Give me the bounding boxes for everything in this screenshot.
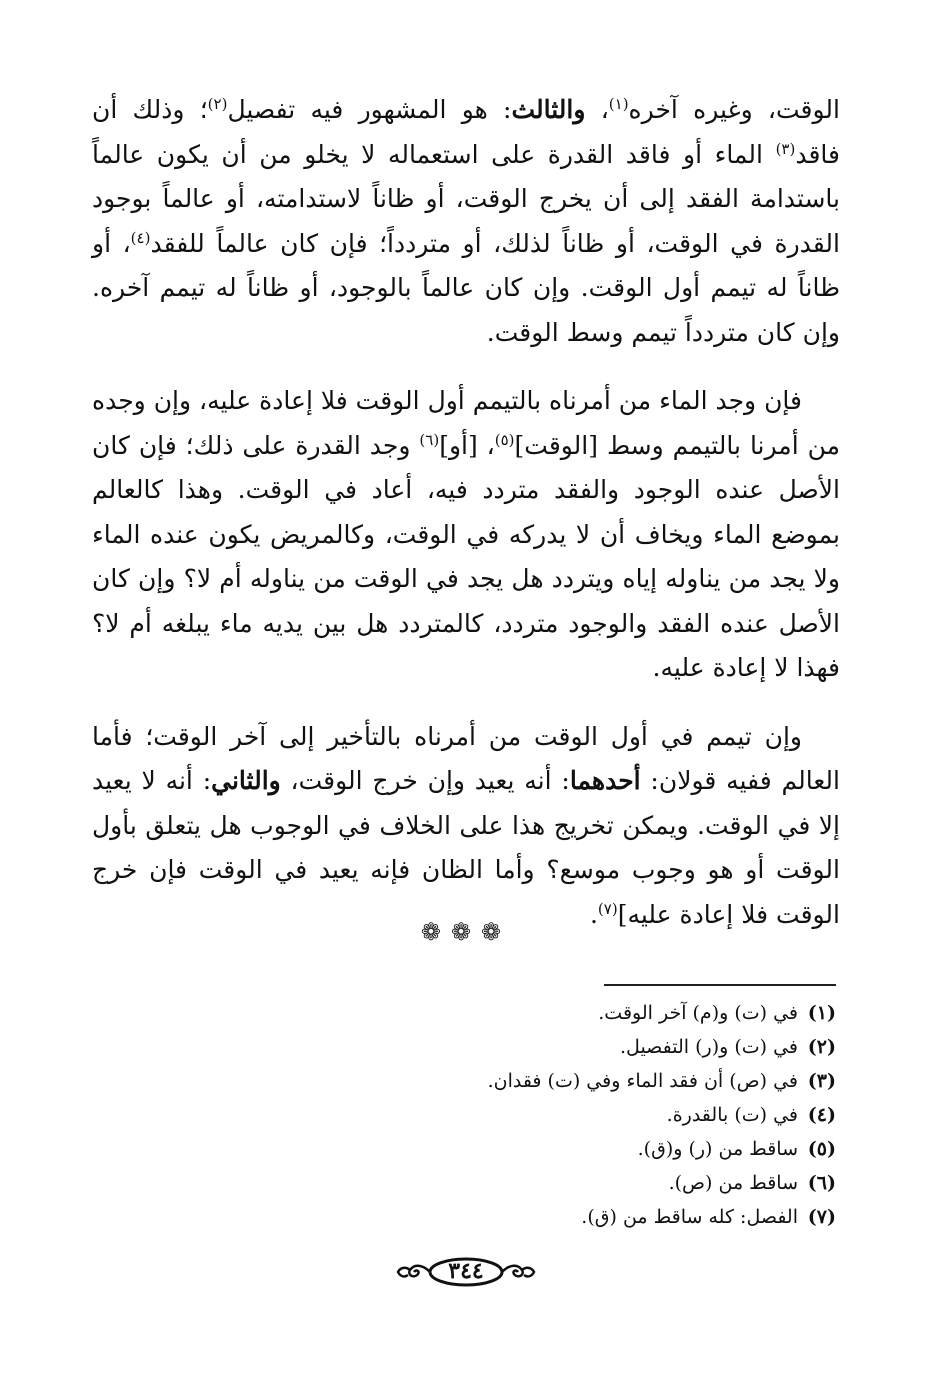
footnote-number: (٤) [807,1104,836,1126]
footnote-item [300,1166,836,1200]
section-separator: ❁❁❁ [420,918,512,946]
footnote-marker: (٤) [130,228,151,247]
footnote-number: (٦) [807,1172,836,1194]
bold-term: والثاني [211,766,281,795]
footnote-text: ساقط من (ر) و(ق). [637,1138,798,1160]
bold-term: أحدهما [569,766,641,795]
footnote-text: في (ص) أن فقد الماء وفي (ت) فقدان. [487,1070,798,1092]
text-run: ؛ وذلك أن فاقد [92,95,840,169]
text-run: ، أو ظاناً له تيمم أول الوقت. وإن كان عالماً بالوجود، أو ظاناً له تيمم آخره. وإن كان متردداً تيمم وسط الوقت. [92,228,840,347]
text-run: : أنه يعيد وإن خرج الوقت، [280,766,570,795]
text-run: . [589,899,598,929]
footnote-marker: (٢) [207,95,228,113]
footnote-item [300,1098,836,1132]
bold-term: والثالث [511,95,586,124]
text-run: : هو المشهور فيه تفصيل [227,95,512,124]
footnote-text: في (ت) بالقدرة. [666,1104,798,1126]
text-run: الماء أو فاقد القدرة على استعماله لا يخلو من أن يكون عالماً باستدامة الفقد إلى أن يخرج الوقت، أو ظاناً لاستدامته، أو عالماً بوجود القدرة في الوقت، أو ظاناً لذلك، أو متردداً؛ فإن كان عالماً للفقد [92,139,840,258]
text-run: ، [585,95,609,124]
footnote-number: (٢) [807,1036,836,1058]
footnote-item [300,1132,836,1166]
page-number-ornament [396,1254,536,1290]
paragraph-2 [92,379,840,691]
footnote-number: (٥) [807,1138,836,1160]
footnote-text: في (ت) و(ر) التفصيل. [620,1036,798,1058]
footnote-marker: (٥) [494,430,515,449]
text-run: : أنه لا يعيد إلا في الوقت. ويمكن تخريج هذا على الخلاف في الوجوب هل يتعلق بأول الوقت أو هو وجوب موسع؟ وأما الظان فإنه يعيد في الوقت فإن خرج الوقت فلا إعادة عليه] [92,766,840,929]
footnote-item [300,1064,836,1098]
paragraph-1 [92,88,840,355]
text-run: وجد القدرة على ذلك؛ فإن كان الأصل عنده الوجود والفقد متردد فيه، أعاد في الوقت. وهذا كالعالم بموضع الماء ويخاف أن لا يدركه في الوقت، وكالمريض يكون عنده الماء ولا يجد من يناوله إياه ويتردد هل يجد في الوقت من يناوله أم لا؟ وإن كان الأصل عنده الفقد والوجود متردد، كالمتردد هل بين يديه ماء يبلغه أم لا؟ فهذا لا إعادة عليه. [92,430,840,682]
main-text [92,88,840,937]
footnotes-list [300,996,836,1234]
footnote-text: ساقط من (ص). [668,1172,798,1194]
footnote-text: الفصل: كله ساقط من (ق). [581,1206,798,1228]
footnote-marker: (٧) [597,899,618,918]
footnote-number: (١) [807,1002,836,1024]
footnote-marker: (٣) [775,139,796,158]
footnote-item [300,996,836,1030]
footnote-item [300,1030,836,1064]
footnote-text: في (ت) و(م) آخر الوقت. [598,1002,798,1024]
text-run: فإن وجد الماء من أمرناه بالتيمم أول الوقت فلا إعادة عليه، وإن وجده من أمرنا بالتيمم وسط [الوقت] [92,386,841,460]
footnote-marker: (١) [608,95,629,113]
footnote-divider [604,984,836,986]
text-run: وإن تيمم في أول الوقت من أمرناه بالتأخير إلى آخر الوقت؛ فأما العالم ففيه قولان: [92,721,840,795]
text-run: ، [أو] [439,430,495,460]
footnote-marker: (٦) [419,430,440,449]
paragraph-3 [92,715,840,938]
text-run: الوقت، وغيره آخره [628,95,840,124]
footnote-item [300,1200,836,1234]
footnote-number: (٣) [807,1070,836,1092]
footnote-number: (٧) [807,1206,836,1228]
page-number: ٣٤٤ [448,1258,484,1284]
